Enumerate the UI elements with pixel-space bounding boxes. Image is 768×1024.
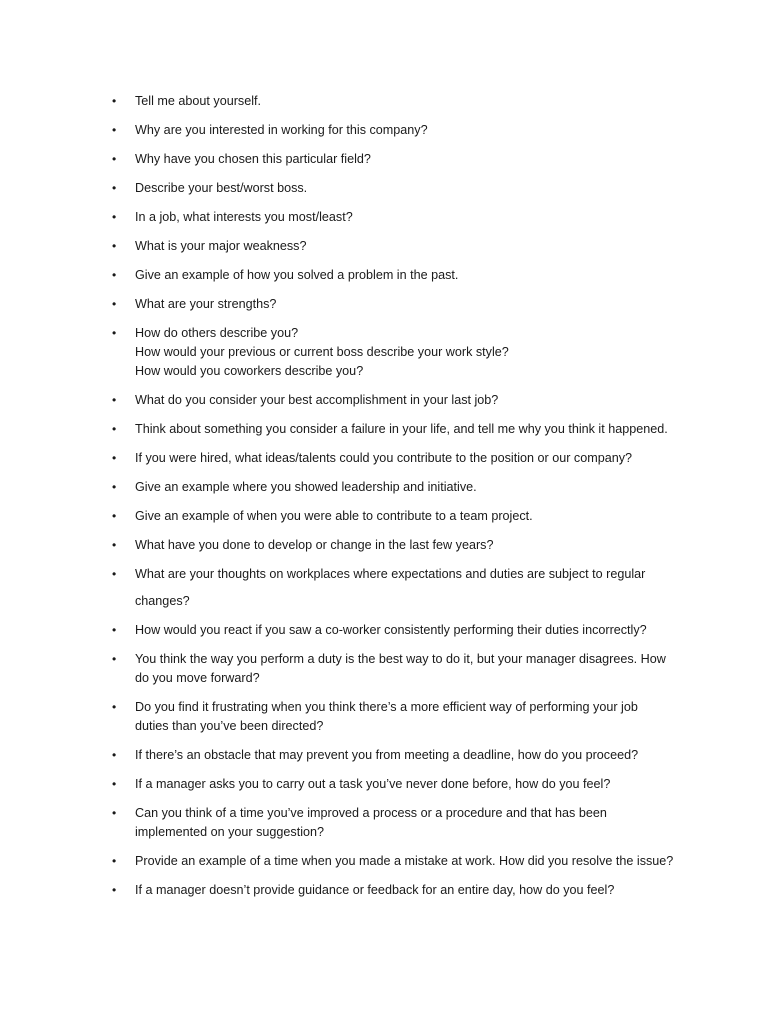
bullet-icon: • (112, 326, 117, 340)
bullet-icon: • (112, 268, 117, 282)
question-text-line: Give an example of how you solved a problem in the past. (135, 268, 459, 282)
question-text-line: Do you find it frustrating when you think there’s a more efficient way of performing your job (135, 700, 638, 714)
list-item (112, 775, 692, 794)
bullet-icon: • (112, 854, 117, 868)
bullet-icon: • (112, 623, 117, 637)
bullet-icon: • (112, 181, 117, 195)
question-text-line: do you move forward? (135, 671, 260, 685)
list-item (112, 237, 692, 256)
list-item (112, 295, 692, 314)
list-item (112, 507, 692, 526)
question-text-line: How do others describe you? (135, 326, 299, 340)
question-text-line: If you were hired, what ideas/talents could you contribute to the position or our company? (135, 451, 633, 465)
bullet-icon: • (112, 123, 117, 137)
list-item (112, 449, 692, 468)
list-item (112, 621, 692, 640)
question-text-line: If a manager doesn’t provide guidance or feedback for an entire day, how do you feel? (135, 883, 615, 897)
bullet-icon: • (112, 422, 117, 436)
question-text-line: Give an example of when you were able to contribute to a team project. (135, 509, 533, 523)
question-text-line: Think about something you consider a failure in your life, and tell me why you think it happened. (135, 422, 668, 436)
bullet-icon: • (112, 152, 117, 166)
bullet-icon: • (112, 883, 117, 897)
question-text-line: Give an example where you showed leadership and initiative. (135, 480, 477, 494)
list-item (112, 650, 692, 688)
list-item (112, 208, 692, 227)
list-item (112, 266, 692, 285)
bullet-icon: • (112, 567, 117, 581)
question-text-line: If a manager asks you to carry out a task you’ve never done before, how do you feel? (135, 777, 611, 791)
list-item (112, 92, 692, 111)
list-item (112, 698, 692, 736)
bullet-icon: • (112, 700, 117, 714)
bullet-icon: • (112, 393, 117, 407)
question-text-line: changes? (135, 594, 190, 608)
bullet-icon: • (112, 538, 117, 552)
list-item (112, 536, 692, 555)
question-text-line: Tell me about yourself. (135, 94, 261, 108)
question-text-line: What are your strengths? (135, 297, 277, 311)
bullet-icon: • (112, 777, 117, 791)
question-text-line: You think the way you perform a duty is the best way to do it, but your manager disagrees. How (135, 652, 666, 666)
list-item (112, 804, 692, 842)
bullet-icon: • (112, 297, 117, 311)
question-text-line: Why have you chosen this particular field? (135, 152, 371, 166)
question-text-line: How would you react if you saw a co-worker consistently performing their duties incorrectly? (135, 623, 647, 637)
bullet-icon: • (112, 806, 117, 820)
list-item (112, 881, 692, 900)
question-text-line: implemented on your suggestion? (135, 825, 325, 839)
question-text-line: Provide an example of a time when you made a mistake at work. How did you resolve the issue? (135, 854, 674, 868)
bullet-icon: • (112, 509, 117, 523)
bullet-icon: • (112, 94, 117, 108)
interview-question-list (112, 92, 692, 910)
bullet-icon: • (112, 451, 117, 465)
bullet-icon: • (112, 210, 117, 224)
list-item (112, 324, 692, 381)
question-text-line: Describe your best/worst boss. (135, 181, 308, 195)
list-item (112, 561, 692, 615)
list-item (112, 179, 692, 198)
list-item (112, 150, 692, 169)
list-item (112, 852, 692, 871)
question-text-line: What is your major weakness? (135, 239, 307, 253)
question-text-line: In a job, what interests you most/least? (135, 210, 353, 224)
list-item (112, 420, 692, 439)
bullet-icon: • (112, 239, 117, 253)
bullet-icon: • (112, 480, 117, 494)
list-item (112, 121, 692, 140)
question-text-line: Can you think of a time you’ve improved a process or a procedure and that has been (135, 806, 607, 820)
question-text-line: What have you done to develop or change in the last few years? (135, 538, 494, 552)
list-item (112, 391, 692, 410)
list-item (112, 746, 692, 765)
question-text-line: Why are you interested in working for this company? (135, 123, 428, 137)
question-text-line: What do you consider your best accomplishment in your last job? (135, 393, 499, 407)
list-item (112, 478, 692, 497)
bullet-icon: • (112, 748, 117, 762)
question-text-line: How would your previous or current boss describe your work style? (135, 345, 509, 359)
question-text-line: duties than you’ve been directed? (135, 719, 324, 733)
question-text-line: If there’s an obstacle that may prevent you from meeting a deadline, how do you proceed? (135, 748, 639, 762)
bullet-icon: • (112, 652, 117, 666)
question-text-line: What are your thoughts on workplaces where expectations and duties are subject to regular (135, 567, 646, 581)
question-text-line: How would you coworkers describe you? (135, 364, 364, 378)
